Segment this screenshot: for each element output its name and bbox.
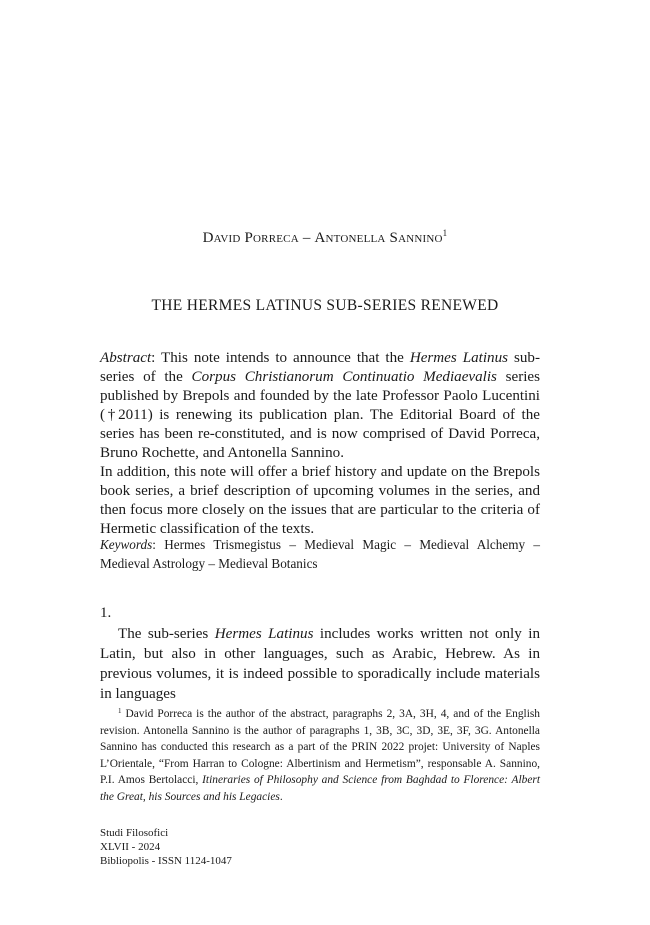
author-name: David Porreca xyxy=(202,230,299,246)
abstract xyxy=(100,349,540,539)
abstract-label: Abstract xyxy=(100,350,152,366)
journal-volume: XLVII - 2024 xyxy=(100,841,161,853)
keywords: Keywords: Hermes Trismegistus – Medieval Magic – Medieval Alchemy – Medieval Astrology – Medieval Botanics xyxy=(100,537,540,571)
section-number: 1. xyxy=(100,605,112,621)
article-title: THE HERMES LATINUS SUB-SERIES RENEWED xyxy=(151,297,499,314)
journal-publisher: Bibliopolis - ISSN 1124-1047 xyxy=(100,855,232,867)
footnote-marker[interactable]: 1 xyxy=(442,228,448,238)
keywords-label: Keywords xyxy=(100,537,153,552)
journal-info xyxy=(100,826,232,868)
footnote: $^1$ David Porreca is the author of the abstract, paragraphs 2, 3A, 3H, 4, and of the English revision. Antonella Sannino is the author of paragraphs 1, 3B, 3C, 3D, 3E, 3F, 3G. Antonella Sannino has conducted this research as a part of the PRIN 2022 projet: University of Naples L’Orientale, “From Harran to Cologne: Albertinism and Hermetism”, responsable A. Sannino, P.I. Amos Bertolacci, Itineraries of Philosophy and Science from Baghdad to Florence: Albert the Great, his Sources and his Legacies. xyxy=(100,707,540,803)
author-name: Antonella Sannino xyxy=(314,230,443,246)
author-line xyxy=(0,228,650,247)
abstract-paragraph: In addition, this note will offer a brief history and update on the Brepols book series, a brief description of upcoming volumes in the series, and then focus more closely on the issues that are particular to the criteria of Hermetic classification of the texts. xyxy=(100,464,540,537)
abstract-paragraph: Abstract: This note intends to announce that the Hermes Latinus sub-series of the Corpus Christianorum Continuatio Mediaevalis series published by Brepols and founded by the late Professor Paolo Lucentini (†2011) is renewing its publication plan. The Editorial Board of the series has been re-constituted, and is now comprised of David Porreca, Bruno Rochette, and Antonella Sannino. xyxy=(100,350,541,461)
author-separator: – xyxy=(302,230,311,246)
journal-name: Studi Filosofici xyxy=(100,827,169,839)
footnote-number: 1 xyxy=(118,707,122,715)
body-paragraph: The sub-series Hermes Latinus includes works written not only in Latin, but also in other languages, such as Arabic, Hebrew. As in previous volumes, it is indeed possible to sporadically include materials in languages xyxy=(100,626,540,702)
